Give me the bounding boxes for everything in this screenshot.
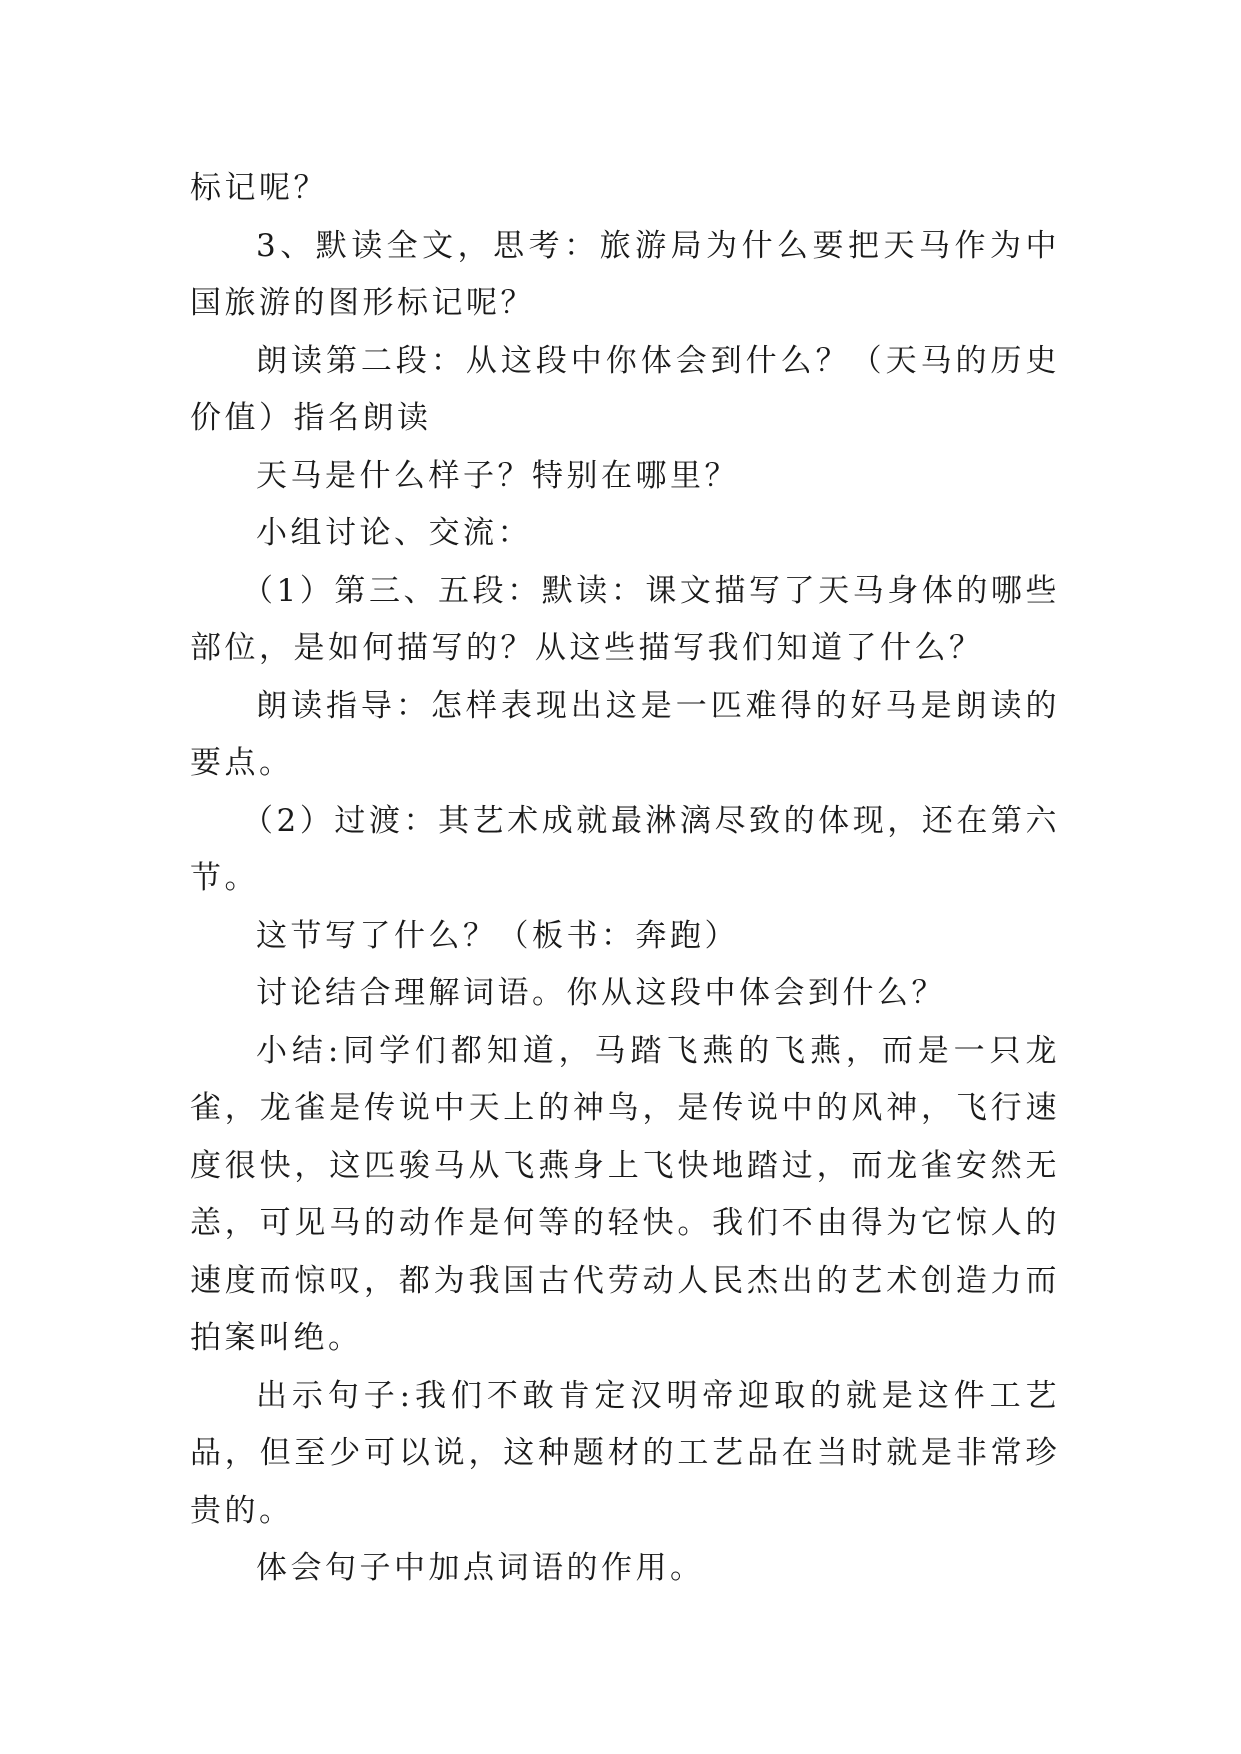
paragraph-section-content: 这节写了什么？（板书：奔跑） [256,917,739,954]
paragraph-show-sentence: 出示句子:我们不敢肯定汉明帝迎取的就是这件工艺品，但至少可以说，这种题材的工艺品在当时就是非常珍贵的。 [190,1377,1060,1529]
paragraph-read-second-section: 朗读第二段：从这段中你体会到什么？（天马的历史价值）指名朗读 [190,342,1060,436]
paragraph-tianma-appearance: 天马是什么样子？特别在哪里？ [256,457,739,494]
paragraph-question-3: 3、默读全文，思考：旅游局为什么要把天马作为中国旅游的图形标记呢？ [190,227,1060,321]
paragraph-reading-guidance: 朗读指导：怎样表现出这是一匹难得的好马是朗读的要点。 [190,687,1060,781]
document-body [190,160,1060,1598]
paragraph-summary: 小结:同学们都知道，马踏飞燕的飞燕，而是一只龙雀，龙雀是传说中天上的神鸟，是传说中的风神，飞行速度很快，这匹骏马从飞燕身上飞快地踏过，而龙雀安然无恙，可见马的动作是何等的轻快。我们不由得为它惊人的速度而惊叹，都为我国古代劳动人民杰出的艺术创造力而拍案叫绝。 [190,1032,1060,1356]
paragraph-group-discussion: 小组讨论、交流： [256,515,532,551]
paragraph-discussion-words: 讨论结合理解词语。你从这段中体会到什么？ [256,975,946,1011]
paragraph-item-1: （1）第三、五段：默读：课文描写了天马身体的哪些部位，是如何描写的？从这些描写我们知道了什么？ [190,572,1060,666]
paragraph-dotted-words: 体会句子中加点词语的作用。 [256,1550,705,1586]
paragraph-continuation: 标记呢？ [190,170,328,206]
paragraph-item-2: （2）过渡：其艺术成就最淋漓尽致的体现，还在第六节。 [190,802,1060,896]
